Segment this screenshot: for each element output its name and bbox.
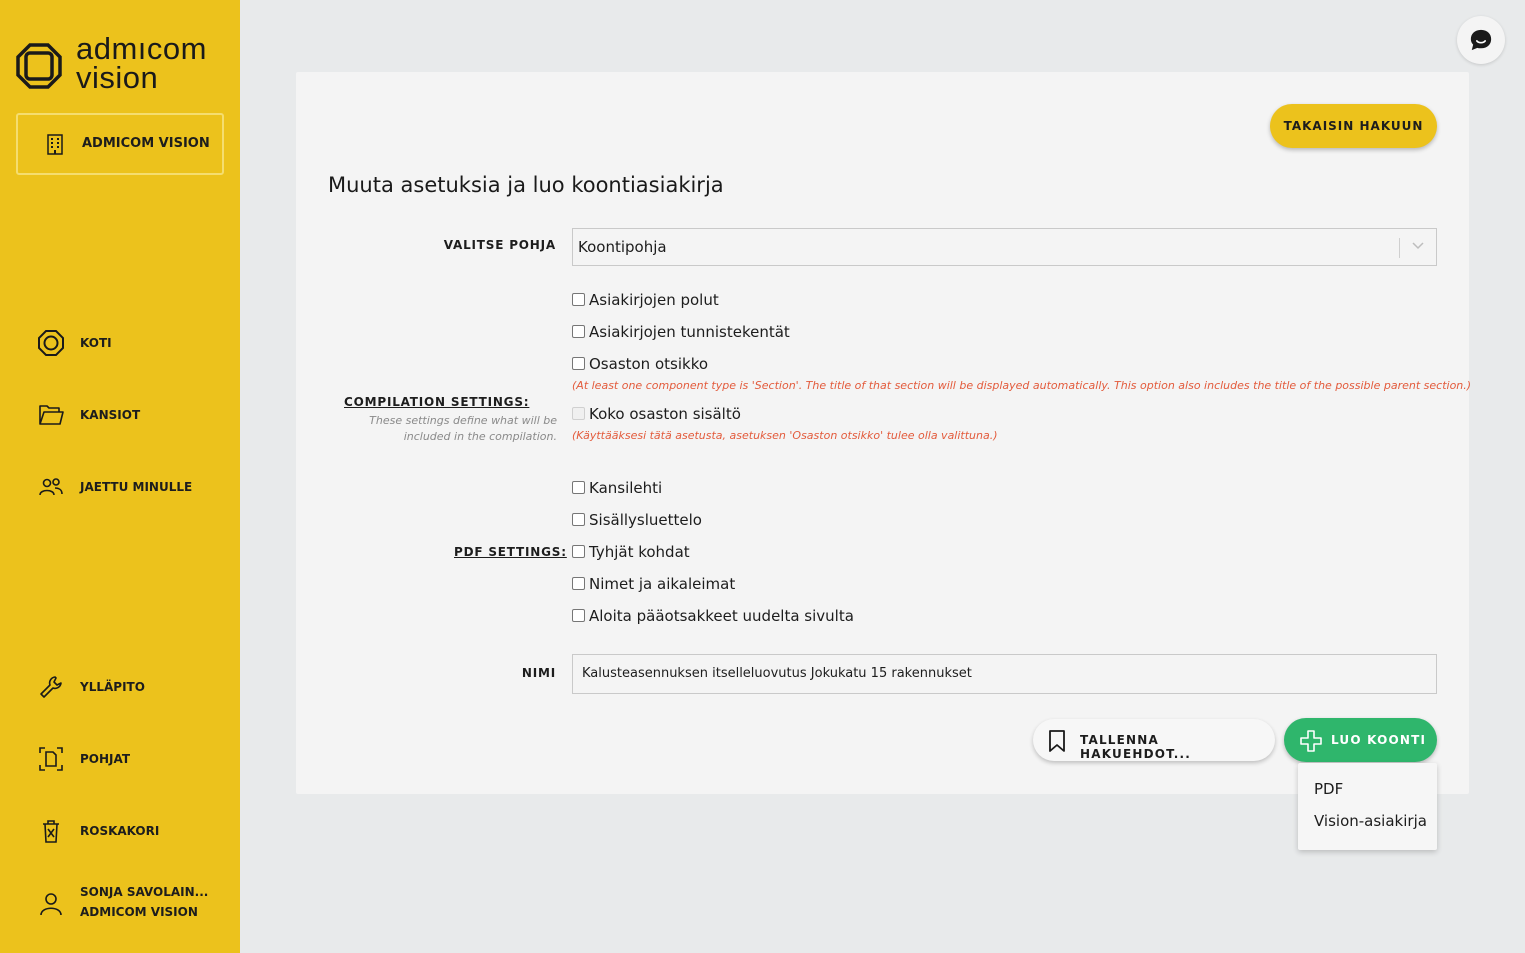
back-to-search-button[interactable]: TAKAISIN HAKUUN: [1270, 104, 1437, 148]
option-label: Sisällysluettelo: [589, 511, 702, 529]
create-format-menu: [1298, 763, 1437, 850]
sidebar-user[interactable]: [38, 885, 238, 925]
pdf-settings-title: PDF SETTINGS:: [454, 545, 567, 559]
chevron-down-icon[interactable]: [1412, 242, 1424, 250]
menu-item-vision-asiakirja[interactable]: Vision-asiakirja: [1314, 812, 1427, 830]
option-label: Tyhjät kohdat: [589, 543, 690, 561]
section-title-note: (At least one component type is 'Section'. The title of that section will be displayed automatically. This option also includes the title of the possible parent section.): [572, 379, 1472, 392]
compilation-settings-help: These settings define what will be included in the compilation.: [369, 414, 557, 443]
sidebar-item-label: POHJAT: [80, 752, 131, 766]
org-switcher[interactable]: [16, 113, 224, 175]
option-label: Asiakirjojen tunnistekentät: [589, 323, 790, 341]
checkbox[interactable]: [572, 293, 585, 306]
sidebar: [0, 0, 240, 953]
sidebar-item-pohjat[interactable]: [38, 744, 238, 774]
sidebar-item-roskakori[interactable]: [38, 816, 238, 846]
logo-text-bottom: vision: [76, 60, 159, 95]
logo-mark-icon: [16, 43, 62, 89]
template-icon: [38, 746, 64, 772]
sidebar-item-kansiot[interactable]: [38, 400, 238, 430]
sidebar-item-label: KANSIOT: [80, 408, 141, 422]
user-icon: [38, 891, 64, 917]
bookmark-icon: [1048, 730, 1066, 752]
user-org: ADMICOM VISION: [80, 905, 198, 919]
option-label: Kansilehti: [589, 479, 663, 497]
home-icon: [38, 330, 64, 356]
compilation-settings-title: COMPILATION SETTINGS:: [344, 395, 530, 409]
option-label: Asiakirjojen polut: [589, 291, 719, 309]
user-name: SONJA SAVOLAIN...: [80, 885, 209, 899]
checkbox[interactable]: [572, 325, 585, 338]
template-select-value: Koontipohja: [578, 238, 667, 256]
sidebar-item-jaettu-minulle[interactable]: [38, 472, 238, 502]
settings-card: [296, 72, 1472, 794]
checkbox[interactable]: [572, 577, 585, 590]
chat-button[interactable]: [1457, 16, 1505, 64]
select-separator: [1399, 238, 1400, 258]
option-label: Nimet ja aikaleimat: [589, 575, 736, 593]
building-icon: [44, 133, 66, 155]
logo[interactable]: [16, 31, 231, 96]
option-label: Koko osaston sisältö: [589, 405, 741, 423]
sidebar-item-label: JAETTU MINULLE: [80, 480, 193, 494]
shared-users-icon: [38, 474, 64, 500]
save-button-label: TALLENNA HAKUEHDOT...: [1080, 733, 1192, 761]
checkbox[interactable]: [572, 481, 585, 494]
create-button-label: LUO KOONTI: [1331, 733, 1427, 747]
template-select[interactable]: [572, 228, 1437, 266]
checkbox[interactable]: [572, 513, 585, 526]
option-label: Aloita pääotsakkeet uudelta sivulta: [589, 607, 854, 625]
menu-item-pdf[interactable]: PDF: [1314, 780, 1344, 798]
name-field[interactable]: [572, 654, 1437, 694]
checkbox[interactable]: [572, 357, 585, 370]
org-label: ADMICOM VISION: [82, 136, 210, 151]
template-label: VALITSE POHJA: [443, 238, 556, 252]
sidebar-item-label: YLLÄPITO: [80, 680, 145, 694]
full-section-note: (Käyttääksesi tätä asetusta, asetuksen 'Osaston otsikko' tulee olla valittuna.): [572, 429, 998, 442]
save-search-criteria-button[interactable]: [1033, 719, 1275, 761]
create-compilation-button[interactable]: [1284, 718, 1437, 762]
trash-icon: [38, 818, 64, 844]
sidebar-item-label: ROSKAKORI: [80, 824, 160, 838]
wrench-icon: [38, 674, 64, 700]
page-title: Muuta asetuksia ja luo koontiasiakirja: [328, 173, 724, 197]
checkbox-disabled: [572, 407, 585, 420]
folder-icon: [38, 402, 64, 428]
chat-icon: [1468, 28, 1494, 52]
sidebar-item-yllapito[interactable]: [38, 672, 238, 702]
sidebar-item-koti[interactable]: [38, 328, 238, 358]
plus-icon: [1299, 729, 1323, 753]
option-label: Osaston otsikko: [589, 355, 709, 373]
checkbox[interactable]: [572, 545, 585, 558]
name-label: NIMI: [521, 666, 556, 680]
checkbox[interactable]: [572, 609, 585, 622]
name-field-value: Kalusteasennuksen itselleluovutus Jokukatu 15 rakennukset: [582, 666, 972, 681]
logo-text-top: admıcom: [76, 31, 207, 66]
sidebar-item-label: KOTI: [80, 336, 112, 350]
